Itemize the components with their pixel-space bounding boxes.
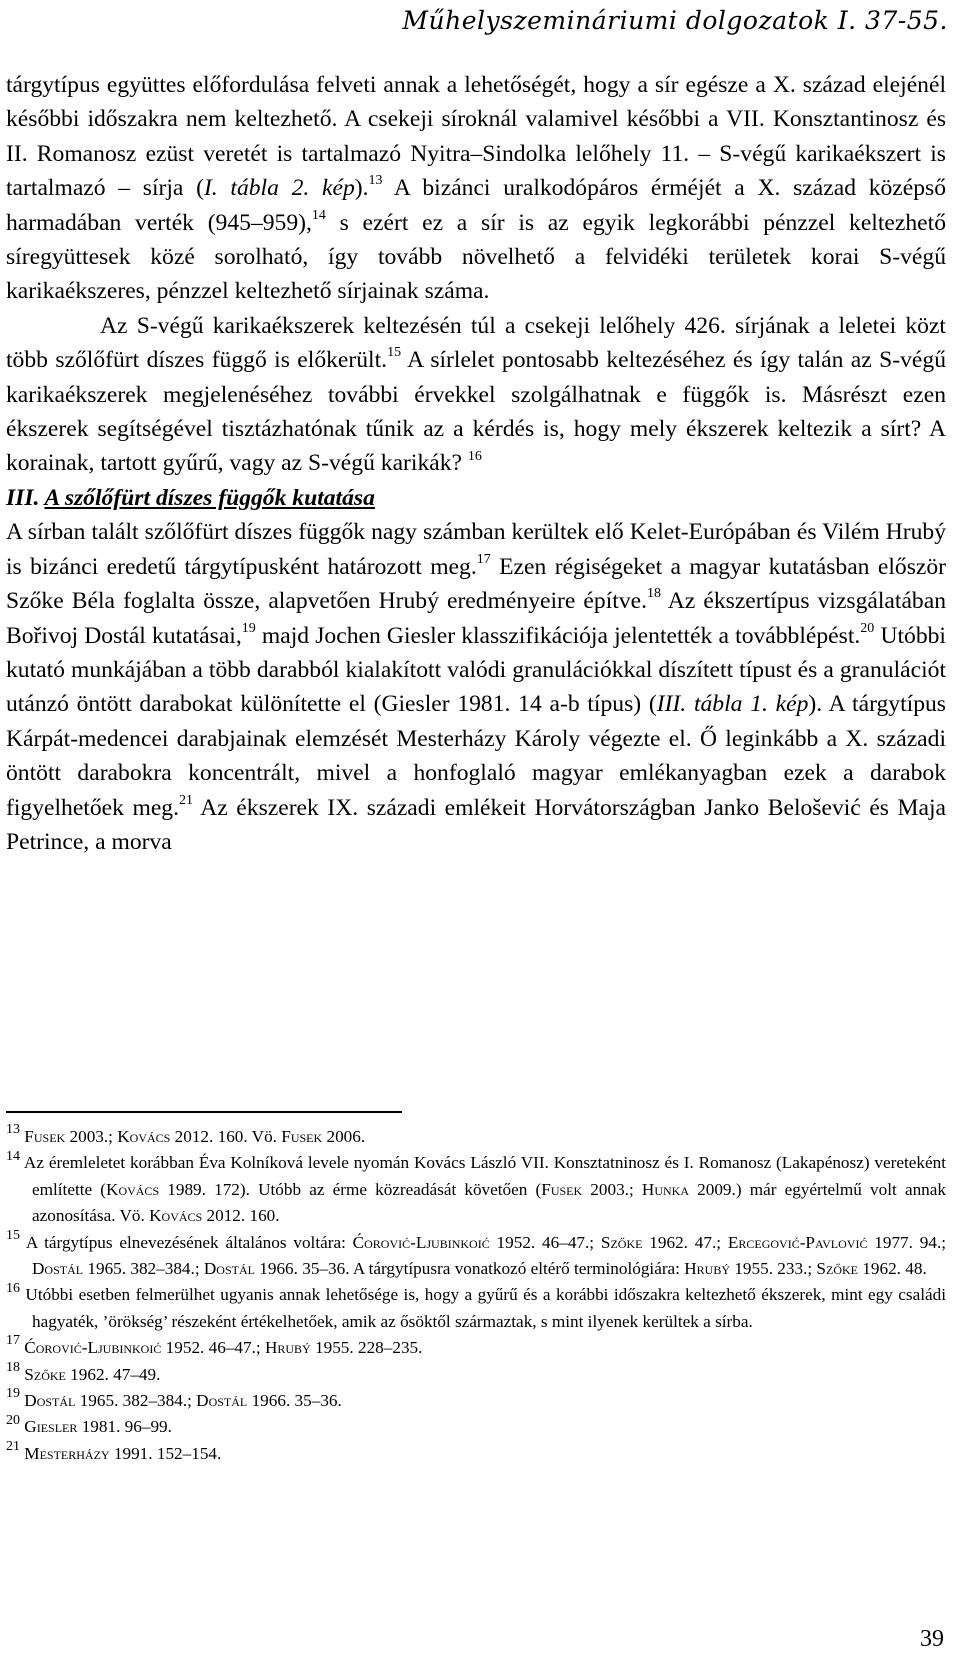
footnote-21: $^{21}$ Mesterházy 1991. 152–154. (6, 1439, 222, 1463)
footnotes (6, 1124, 946, 1467)
footnote-ref-19: 19 (241, 620, 256, 636)
section-heading (6, 481, 946, 515)
main-text (6, 68, 946, 859)
plate-reference: I. tábla 2. kép (203, 175, 355, 202)
footnote-19: $^{19}$ Dostál 1965. 382–384.; Dostál 1966. 35–36. (6, 1386, 342, 1411)
plate-reference: III. tábla 1. kép (656, 691, 809, 718)
footnote-ref-13: 13 (368, 173, 383, 189)
footnote-13: $^{13}$ Fusek 2003.; Kovács 2012. 160. Vö. Fusek 2006. (6, 1122, 366, 1146)
footnote-14: $^{14}$ Az éremleletet korábban Éva Kolníková levele nyomán Kovács László VII. Konsztatninosz és I. Romanosz (Lakapénosz) vereteként említette (Kovács 1989. 172). Utóbb az érme közreadását követően (Fusek 2003.; Hunka 2009.) már egyértelmű volt annak azonosítása. Vö. Kovács 2012. 160. (6, 1148, 946, 1226)
footnote-17: $^{17}$ Ćorović-Ljubinkoić 1952. 46–47.; Hrubý 1955. 228–235. (6, 1333, 423, 1358)
running-header: Műhelyszemináriumi dolgozatok I. 37-55. (402, 6, 948, 35)
footnote-ref-20: 20 (860, 620, 875, 636)
footnote-15: $^{15}$ A tárgytípus elnevezésének általános voltára: Ćorović-Ljubinkoić 1952. 46–47.; Szőke 1962. 47.; Ercegović-Pavlović 1977. 94.; Dostál 1965. 382–384.; Dostál 1966. 35–36. A tárgytípusra vonatkozó eltérő terminológiára: Hrubý 1955. 233.; Szőke 1962. 48. (6, 1227, 947, 1279)
footnote-ref-17: 17 (476, 551, 491, 567)
section-title: A szőlőfürt díszes függők kutatása (44, 484, 375, 511)
footnote-ref-18: 18 (646, 586, 661, 602)
footnote-ref-16: 16 (467, 448, 482, 464)
footnote-ref-21: 21 (179, 792, 193, 808)
footnote-16: $^{16}$ Utóbbi esetben felmerülhet ugyanis annak lehetősége is, hogy a gyűrű és a korábbi időszakra keltezhető ékszerek, mint egy családi hagyaték, ’örökség’ részeként értékelhetőek, amik az ősöktől származtak, s mint ilyenek kerültek a sírba. (6, 1280, 946, 1331)
footnote-ref-14: 14 (311, 207, 326, 223)
paragraph-2: Az S-végű karikaékszerek keltezésén túl a csekeji lelőhely 426. sírjának a leletei közt több szőlőfürt díszes függő is előkerült.$^{15}$ A sírlelet pontosabb keltezéséhez és így talán az S-végű karikaékszerek megjelenéséhez további érvekkel szolgálhatnak e függők is. Másrészt ezen ékszerek segítségével tisztázhatónak tűnik az a kérdés is, hogy mely ékszerek keltezik a sírt? A korainak, tartott gyűrű, vagy az S-végű karikák? $^{16}$ (6, 312, 946, 477)
section-number: III. (6, 484, 40, 511)
paragraph-1: tárgytípus együttes előfordulása felveti annak a lehetőségét, hogy a sír egésze a X. század elejénél későbbi időszakra nem keltezhető. A csekeji síroknál valamivel későbbi a VII. Konsztantinosz és II. Romanosz ezüst veretét is tartalmazó Nyitra–Sindolka lelőhely 11. – S-végű karikaékszert is tartalmazó – sírja (I. tábla 2. kép).$^{13}$ A bizánci uralkodópáros érméjét a X. század középső harmadában verték (945–959),$^{14}$ s ezért ez a sír is az egyik legkorábbi pénzzel keltezhető síregyüttesek közé sorolható, így tovább növelhető a felvidéki területek korai S-végű karikaékszeres, pénzzel keltezhető sírjainak száma. (6, 72, 947, 305)
footnote-ref-15: 15 (387, 345, 402, 361)
footnote-18: $^{18}$ Szőke 1962. 47–49. (6, 1359, 161, 1384)
footnote-20: $^{20}$ Giesler 1981. 96–99. (6, 1412, 172, 1437)
paragraph-3: A sírban talált szőlőfürt díszes függők nagy számban kerültek elő Kelet-Európában és Vilém Hrubý is bizánci eredetű tárgytípusként határozott meg.$^{17}$ Ezen régiségeket a magyar kutatásban először Szőke Béla foglalta össze, alapvetően Hrubý eredményeire építve.$^{18}$ Az ékszertípus vizsgálatában Bořivoj Dostál kutatásai,$^{19}$ majd Jochen Giesler klasszifikációja jelentették a továbblépést.$^{20}$ Utóbbi kutató munkájában a több darabból kialakított valódi granulációkkal díszített típust és a granulációt utánzó öntött darabokat különítette el (Giesler 1981. 14 a-b típus) (III. tábla 1. kép). A tárgytípus Kárpát-medencei darabjainak elemzését Mesterházy Károly végezte el. Ő leginkább a X. századi öntött darabokra koncentrált, mivel a honfoglaló magyar emlékanyagban ezek a darabok figyelhetőek meg.$^{21}$ Az ékszerek IX. századi emlékeit Horvátországban Janko Belošević és Maja Petrince, a morva (6, 519, 947, 855)
page-number: 39 (920, 1626, 944, 1652)
footnote-separator (6, 1111, 402, 1113)
